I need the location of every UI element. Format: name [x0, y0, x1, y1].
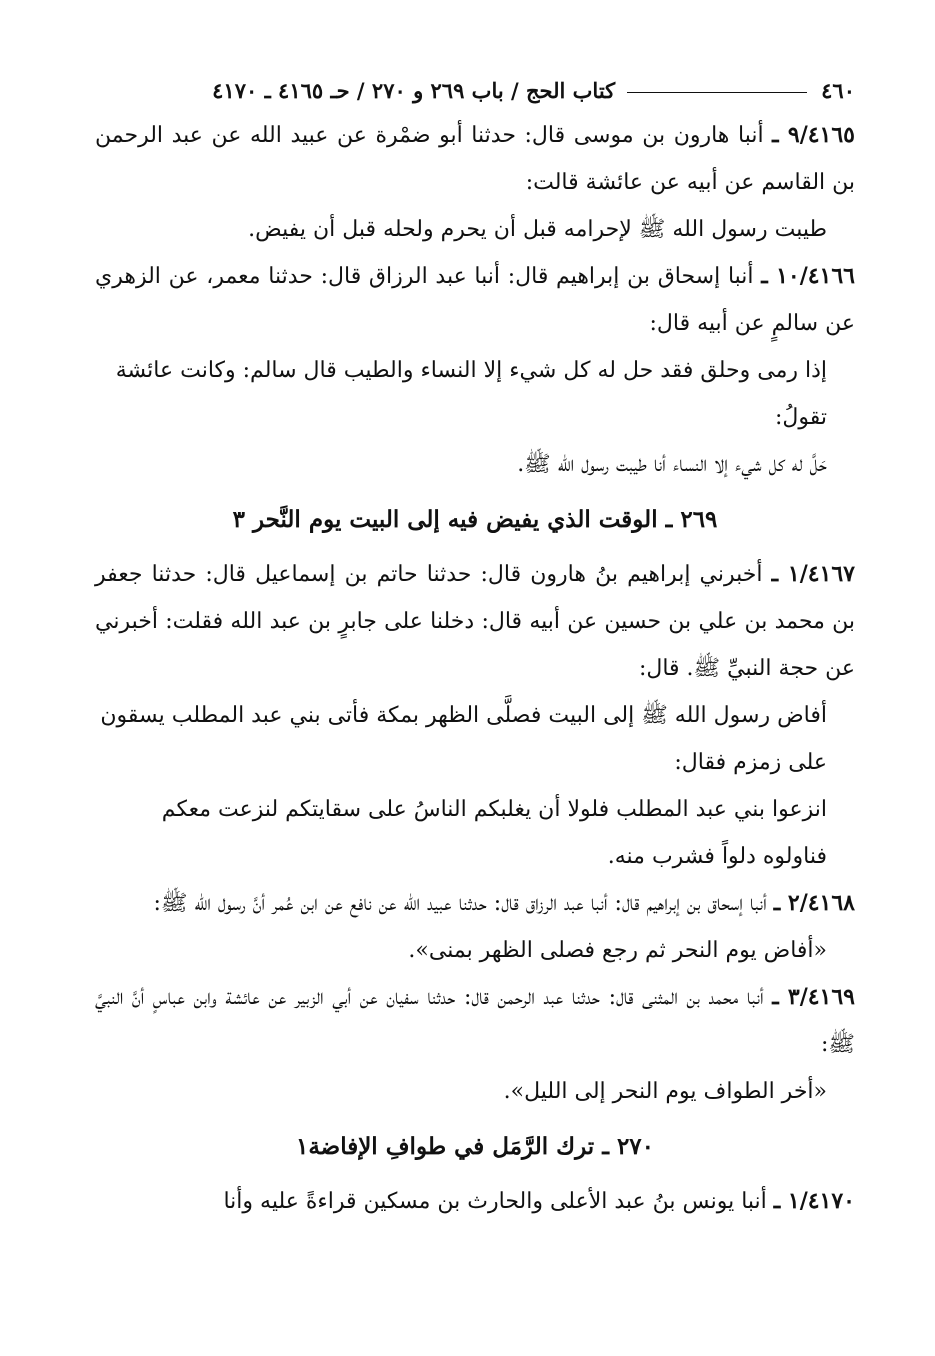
- page: [95, 72, 855, 1225]
- hadith-4166: [95, 253, 855, 488]
- page-number: ٤٦٠: [821, 77, 855, 103]
- hadith-isnad: [95, 880, 855, 927]
- hadith-number: ٢/٤١٦٨ ـ: [773, 890, 855, 916]
- header-rule: [627, 92, 807, 93]
- hadith-matn: «أفاض يوم النحر ثم رجع فصلى الظهر بمنى».: [408, 938, 827, 963]
- hadith-4167: [95, 551, 855, 880]
- hadith-number: ٣/٤١٦٩ ـ: [772, 984, 855, 1010]
- isnad-text: أخبرني إبراهيم بنُ هارون قال: حدثنا حاتم بن إسماعيل قال: حدثنا جعفر بن محمد بن علي بن حسين عن أبيه قال: دخلنا على جابرٍ بن عبد الله فقلت: أخبرني عن حجة النبيِّ ﷺ. قال:: [95, 562, 855, 681]
- hadith-4170: [95, 1178, 855, 1225]
- hadith-matn-continued: حَلَّ له كل شيء إلا النساء أنا طيبت رسول الله ﷺ.: [517, 452, 827, 477]
- hadith-isnad: [95, 253, 855, 347]
- hadith-matn: إذا رمى وحلق فقد حل له كل شيء إلا النساء والطيب قال سالم: وكانت عائشة تقولُ:: [115, 358, 827, 430]
- hadith-matn: «أخر الطواف يوم النحر إلى الليل».: [503, 1079, 827, 1104]
- isnad-text: أنبا إسحاق بن إبراهيم قال: أنبا عبد الرزاق قال: حدثنا معمر، عن الزهري عن سالمٍ عن أبيه قال:: [95, 264, 855, 336]
- hadith-4165: [95, 112, 855, 253]
- hadith-4168: [95, 880, 855, 974]
- hadith-number: ١٠/٤١٦٦ ـ: [761, 263, 855, 289]
- hadith-matn-continued: انزعوا بني عبد المطلب فلولا أن يغلبكم الناسُ على سقايتكم لنزعت معكم فناولوه دلواً فشرب منه.: [161, 797, 827, 869]
- running-title: كتاب الحج / باب ٢٦٩ و ٢٧٠ / حـ ٤١٦٥ ـ ٤١٧٠: [212, 77, 616, 103]
- hadith-matn: طيبت رسول الله ﷺ لإحرامه قبل أن يحرم ولحله قبل أن يفيض.: [248, 217, 827, 242]
- hadith-isnad: [95, 974, 855, 1068]
- isnad-text: أنبا محمد بن المثنى قال: حدثنا عبد الرحمن قال: حدثنا سفيان عن أبي الزبير عن عائشة وابن عباسٍ أنَّ النبيَّ ﷺ:: [95, 985, 855, 1057]
- chapter-heading-270: ٢٧٠ ـ ترك الرَّمَل في طوافِ الإفاضة١: [295, 1133, 655, 1160]
- hadith-isnad: [95, 551, 855, 692]
- hadith-isnad: [95, 112, 855, 206]
- running-header: [95, 72, 855, 108]
- hadith-isnad: [95, 1178, 855, 1225]
- hadith-matn: أفاض رسول الله ﷺ إلى البيت فصلَّى الظهر بمكة فأتى بني عبد المطلب يسقون على زمزم فقال:: [100, 703, 827, 775]
- isnad-text: أنبا إسحاق بن إبراهيم قال: أنبا عبد الرزاق قال: حدثنا عبيد الله عن نافع عن ابن عُمر أنَّ رسول الله ﷺ:: [153, 891, 774, 916]
- isnad-text: أنبا هارون بن موسى قال: حدثنا أبو ضمْرة عن عبيد الله عن عبد الرحمن بن القاسم عن أبيه عن عائشة قالت:: [95, 123, 855, 195]
- hadith-number: ٩/٤١٦٥ ـ: [772, 122, 855, 148]
- hadith-number: ١/٤١٦٧ ـ: [771, 561, 855, 587]
- chapter-heading-269: ٢٦٩ ـ الوقت الذي يفيض فيه إلى البيت يوم النَّحر ٣: [232, 506, 718, 533]
- hadith-4169: [95, 974, 855, 1115]
- isnad-text: أنبا يونس بنُ عبد الأعلى والحارث بن مسكين قراءةً عليه وأنا: [223, 1189, 774, 1214]
- hadith-number: ١/٤١٧٠ ـ: [773, 1188, 855, 1214]
